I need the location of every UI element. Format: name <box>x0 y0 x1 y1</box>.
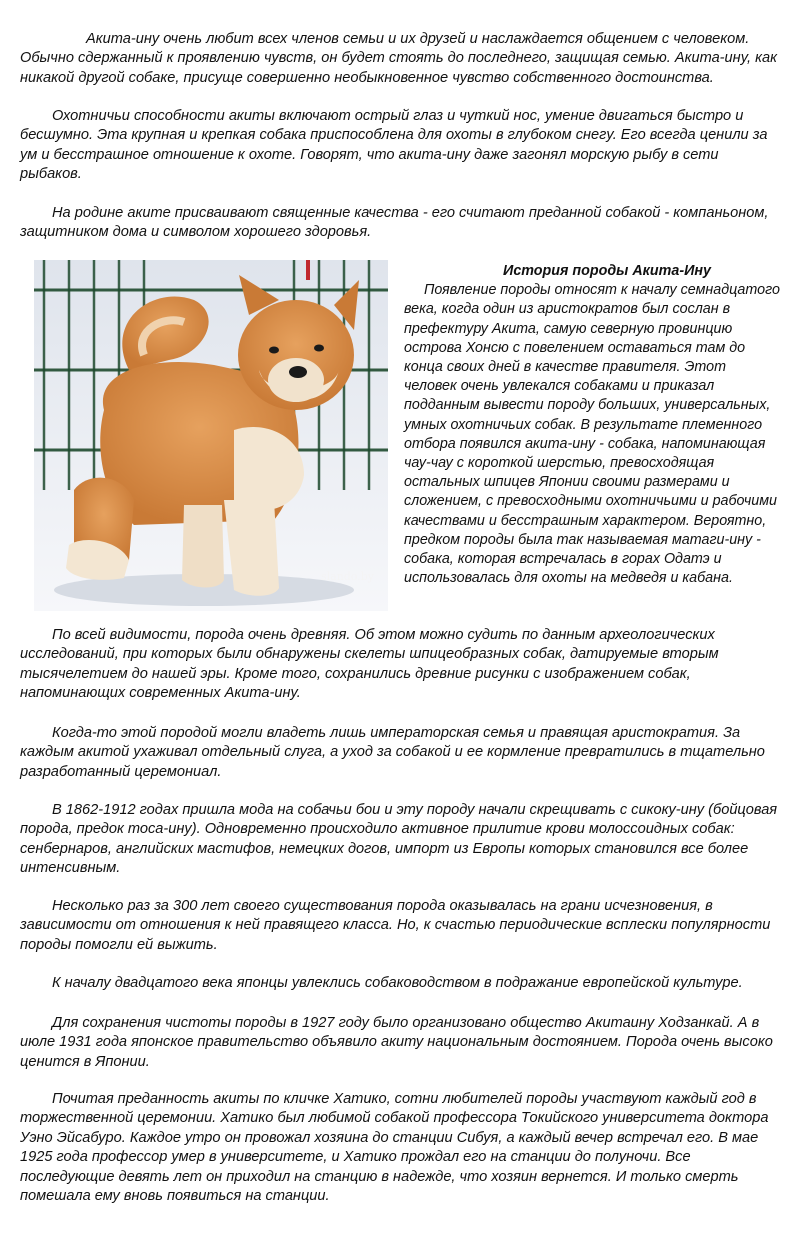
breed-history-title: История породы Акита-Ину <box>503 263 711 279</box>
paragraph-ancient: По всей видимости, порода очень древняя. Об этом можно судить по данным археологических исследований, при которых были обнаружены скелеты шпицеобразных собак, датируемые вторым тысячелетием до нашей эры. Кроме того, сохранились древние рисунки с изображением собак, напоминающих современных Акита-ину. <box>20 627 719 702</box>
paragraph-twentieth-century: К началу двадцатого века японцы увлеклись собаководством в подражание европейской культуре. <box>52 975 743 991</box>
photo-watermark: slando.by <box>320 570 374 583</box>
paragraph-extinction: Несколько раз за 300 лет своего существования порода оказывалась на грани исчезновения, в зависимости от отношения к ней правящего класса. Но, к счастью периодические всплески популярности породы помогли ей выжить. <box>20 898 771 953</box>
paragraph-preservation: Для сохранения чистоты породы в 1927 году было организовано общество Акитаину Ходзанкай. А в июле 1931 года японское правительство объявило акиту национальным достоянием. Порода очень высоко ценится в Японии. <box>20 1015 773 1070</box>
paragraph-hachiko: Почитая преданность акиты по кличке Хатико, сотни любителей породы участвуют каждый год в торжественной церемонии. Хатико был любимой собакой профессора Токийского университета доктора Уэно Эйсабуро. Каждое утро он провожал хозяина до станции Сибуя, а каждый вечер встречал его. В мае 1925 года профессор умер в университете, и Хатико прождал его на станции до полуночи. Все последующие девять лет он приходил на станцию в надежде, что хозяин вернется. И только смерть помешала ему вновь появиться на станции. <box>20 1091 769 1205</box>
paragraph-dogfights: В 1862-1912 годах пришла мода на собачьи бои и эту породу начали скрещивать с сикоку-ину (бойцовая порода, предок тоса-ину). Одновременно происходило активное прилитие крови молоссоидных собак: сенбернаров, английских мастифов, немецких догов, импорт из Европы которых становился все более интенсивным. <box>20 802 778 877</box>
paragraph-aristocracy: Когда-то этой породой могли владеть лишь императорская семья и правящая аристократия. За каждым акитой ухаживал отдельный слуга, а уход за собакой и ее кормление превратились в тщательно разработанный церемониал. <box>20 725 765 780</box>
breed-history-section <box>404 262 780 588</box>
paragraph-homeland: На родине аките присваивают священные качества - его считают преданной собакой - компаньоном, защитником дома и символом хорошего здоровья. <box>20 205 769 241</box>
breed-history-text: Появление породы относят к началу семнадцатого века, когда один из аристократов был сослан в префектуру Акита, самую северную провинцию острова Хонсю с повелением оставаться там до конца своих дней в качестве правителя. Этот человек очень увлекался собаками и приказал подданным вывести породу больших, универсальных, умных охотничьих собак. В результате племенного отбора появился акита-ину - собака, напоминающая чау-чау с короткой шерстью, превосходящая остальных шпицев Японии своими размерами и сложением, с превосходными охотничьими и рабочими качествами и бесстрашным характером. Вероятно, предком породы была так называемая матаги-ину - собака, которая встречалась в горах Одатэ и использовалась для охоты на медведя и кабана. <box>404 282 780 587</box>
akita-puppy-photo <box>34 260 388 611</box>
paragraph-hunting: Охотничьи способности акиты включают острый глаз и чуткий нос, умение двигаться быстро и бесшумно. Эта крупная и крепкая собака приспособлена для охоты в глубоком снегу. Его всегда ценили за ум и бесстрашное отношение к охоте. Говорят, что акита-ину даже загонял морскую рыбу в сети рыбаков. <box>20 108 768 183</box>
paragraph-intro: Акита-ину очень любит всех членов семьи и их друзей и наслаждается общением с человеком. Обычно сдержанный к проявлению чувств, он будет стоять до последнего, защищая семью. Акита-ину, как никакой другой собаке, присуще совершенно необыкновенное чувство собственного достоинства. <box>20 31 778 86</box>
